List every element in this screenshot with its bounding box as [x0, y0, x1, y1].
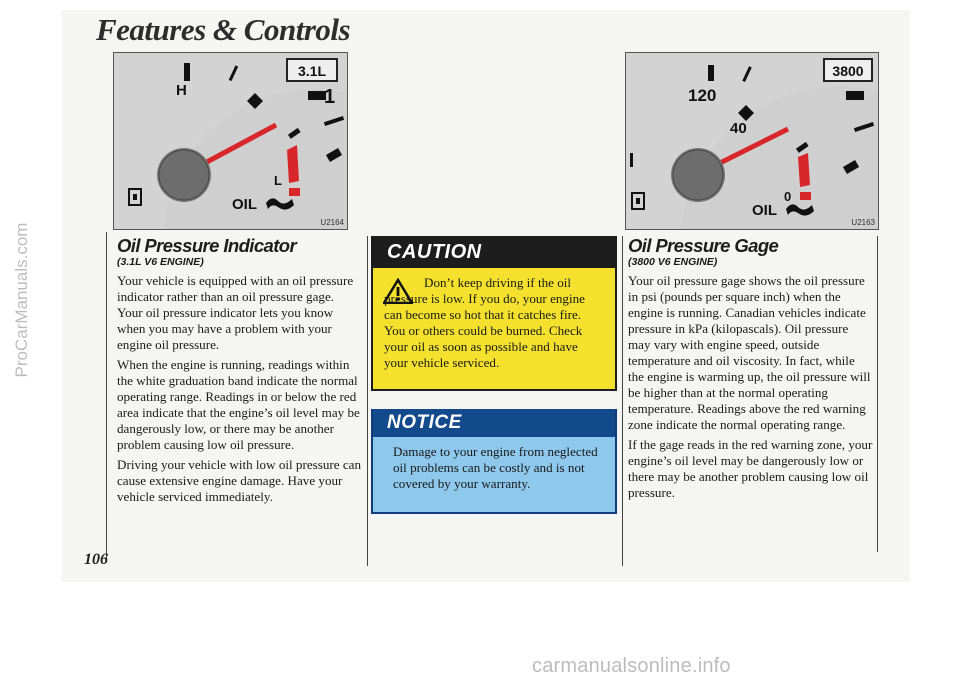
- paragraph: When the engine is running, readings within the white graduation band indicate the normal operating range. Readings in or below the red area indicate that the engine’s oil level may be dangerously low, or there may be another problem causing low oil pressure.: [117, 357, 360, 452]
- column-divider: [106, 232, 107, 562]
- section-subtitle: (3.1L V6 ENGINE): [117, 256, 204, 268]
- oil-label: OIL: [232, 196, 257, 213]
- oil-indicator-illustration: [113, 52, 348, 230]
- section-title: Oil Pressure Indicator: [117, 235, 297, 256]
- paragraph: Your vehicle is equipped with an oil pressure indicator rather than an oil pressure gage. Your oil pressure indicator lets you know when you may have a problem with your engine oil pressure.: [117, 273, 354, 352]
- caution-header: [373, 236, 615, 268]
- column-divider: [367, 236, 368, 566]
- oil-gage-illustration: [625, 52, 879, 230]
- caution-box: [371, 236, 617, 391]
- oil-label: OIL: [752, 202, 777, 219]
- gauge-high-mark: H: [176, 82, 187, 99]
- column-divider: [877, 236, 878, 552]
- paragraph: If the gage reads in the red warning zone, your engine’s oil level may be dangerously low or there may be another problem causing low oil pressure.: [628, 437, 873, 500]
- footer-watermark: carmanualsonline.info: [532, 655, 731, 677]
- oil-gauge-drawing: [114, 53, 347, 229]
- caution-text: [373, 268, 615, 371]
- caution-body: Don’t keep driving if the oil pressure is low. If you do, your engine can become so hot that it catches fire. You or others could be burned. Check your oil as soon as possible and have your vehicle serviced.: [384, 275, 585, 370]
- right-column: [628, 235, 874, 505]
- notice-box: [371, 409, 617, 514]
- notice-body: Damage to your engine from neglected oil problems can be costly and is not covered by your warranty.: [393, 444, 598, 491]
- engine-badge: 3.1L: [297, 63, 327, 79]
- gauge-low-mark: 0: [784, 189, 792, 204]
- section-subtitle: (3800 V6 ENGINE): [628, 256, 718, 268]
- gauge-high-mark: 120: [688, 86, 717, 105]
- left-column: [117, 235, 362, 509]
- gauge-low-mark: L: [274, 173, 282, 188]
- page-title: Features & Controls: [96, 12, 351, 47]
- notice-header: [373, 409, 615, 437]
- engine-badge: 3800: [832, 63, 864, 79]
- paragraph: Your oil pressure gage shows the oil pressure in psi (pounds per square inch) when the engine is running. Canadian vehicles indicate pressure in kPa (kilopascals). Oil pressure may vary with engine speed, outside temperature and oil viscosity. In fact, while the engine is warming up, the oil pressure will be higher than at the normal operating temperature. Readings above the red warning zone indicate the normal operating range.: [628, 273, 871, 432]
- figure-code: U2164: [320, 218, 344, 227]
- figure-code: U2163: [851, 218, 875, 227]
- caution-heading: CAUTION: [387, 241, 482, 263]
- notice-heading: NOTICE: [387, 412, 462, 433]
- svg-text:1: 1: [324, 86, 336, 108]
- page-number: 106: [84, 551, 108, 568]
- side-watermark: ProCarManuals.com: [12, 222, 31, 378]
- column-divider: [622, 236, 623, 566]
- gauge-mid-mark: 40: [730, 120, 747, 137]
- paragraph: Driving your vehicle with low oil pressure can cause extensive engine damage. Have your vehicle serviced immediately.: [117, 457, 361, 504]
- section-title: Oil Pressure Gage: [628, 235, 779, 256]
- oil-gage-drawing: [626, 53, 878, 229]
